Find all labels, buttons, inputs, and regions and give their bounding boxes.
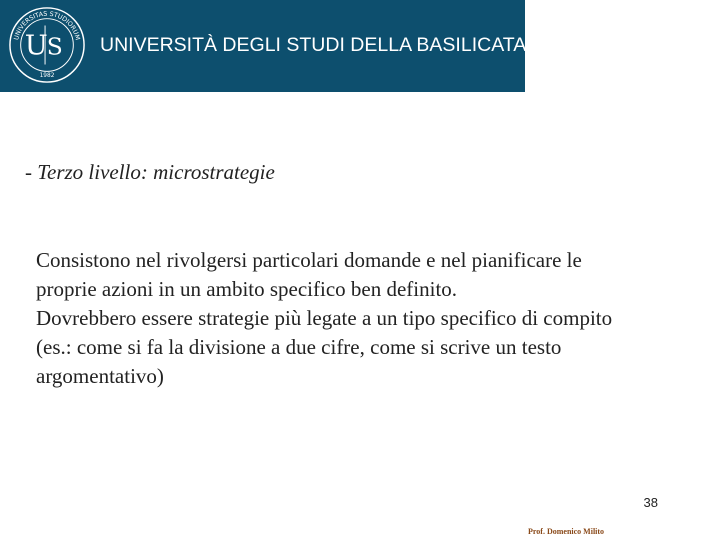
svg-text:1982: 1982 xyxy=(39,73,55,80)
page-number: 38 xyxy=(643,495,658,510)
slide-subtitle: - Terzo livello: microstrategie xyxy=(25,160,275,184)
svg-text:UNIVERSITAS STUDIORUM: UNIVERSITAS STUDIORUM xyxy=(13,10,81,41)
svg-text:S: S xyxy=(46,32,63,61)
footer-author: Prof. Domenico Milito xyxy=(528,527,605,536)
body-paragraph: Dovrebbero essere strategie più legate a un tipo specifico di compito (es.: come si fa la divisione a due cifre, come si scrive un testo argomentativo) xyxy=(36,306,613,388)
university-header xyxy=(0,0,525,92)
university-seal-logo xyxy=(8,6,86,84)
body-paragraph: Consistono nel rivolgersi particolari domande e nel pianificare le proprie azioni in un ambito specifico ben definito. xyxy=(36,248,582,301)
slide-body xyxy=(36,246,616,391)
university-name: UNIVERSITÀ DEGLI STUDI DELLA BASILICATA xyxy=(100,34,527,56)
svg-text:U: U xyxy=(24,30,48,62)
